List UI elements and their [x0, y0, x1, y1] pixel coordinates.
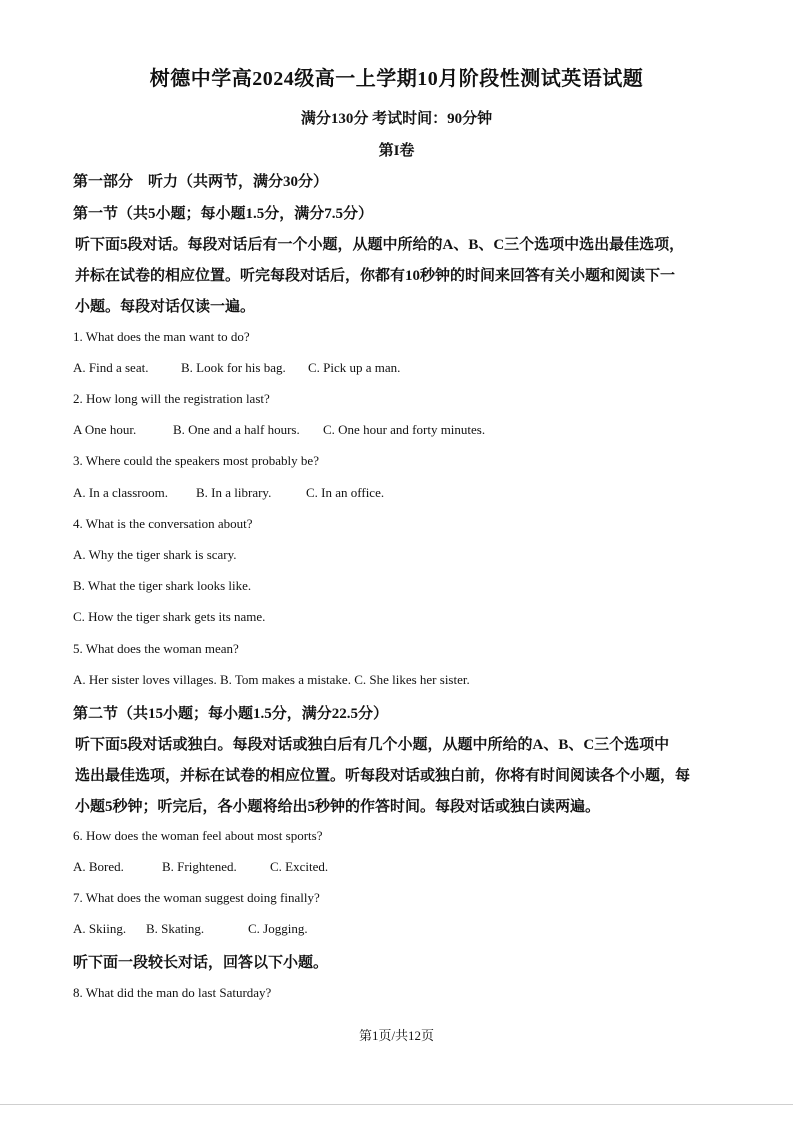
section1-instruction-line: 听下面5段对话。每段对话后有一个小题，从题中所给的A、B、C三个选项中选出最佳选项， [75, 237, 685, 253]
exam-score-time: 满分130分 考试时间：90分钟 [300, 111, 493, 127]
option-c: C. Jogging. [248, 921, 308, 936]
section1-instruction-line: 并标在试卷的相应位置。听完每段对话后，你都有10秒钟的时间来回答有关小题和阅读下一 [75, 268, 676, 284]
question-5: 5. What does the woman mean? [73, 641, 239, 656]
option-b: B. What the tiger shark looks like. [73, 578, 252, 593]
option-b: B. In a library. [196, 485, 272, 500]
option-a: A. Find a seat. [73, 360, 149, 375]
option-c: C. One hour and forty minutes. [323, 422, 486, 437]
option-b: B. Skating. [146, 921, 205, 936]
question-1-options [73, 360, 400, 376]
option-a: A. Skiing. [73, 921, 127, 936]
longer-dialogue-instruction: 听下面一段较长对话，回答以下小题。 [73, 955, 329, 971]
option-a: A One hour. [73, 422, 137, 437]
option-a: A. In a classroom. [73, 485, 168, 500]
section1-heading: 第一节（共5小题；每小题1.5分，满分7.5分） [73, 206, 374, 222]
question-8: 8. What did the man do last Saturday? [73, 985, 272, 1000]
option-b: B. Frightened. [162, 859, 237, 874]
page-number: 第1页/共12页 [358, 1028, 435, 1043]
option-c: C. Pick up a man. [308, 360, 401, 375]
option-b: B. One and a half hours. [173, 422, 300, 437]
question-3-options [73, 485, 384, 501]
option-a: A. Why the tiger shark is scary. [73, 547, 237, 562]
option-a: A. Bored. [73, 859, 124, 874]
question-7: 7. What does the woman suggest doing finally? [73, 890, 320, 905]
section1-instruction-line: 小题。每段对话仅读一遍。 [75, 299, 256, 315]
section2-heading: 第二节（共15小题；每小题1.5分，满分22.5分） [73, 706, 389, 722]
volume-label: 第I卷 [378, 143, 415, 159]
question-5-options: A. Her sister loves villages. B. Tom makes a mistake. C. She likes her sister. [73, 672, 470, 687]
section2-instruction-line: 选出最佳选项，并标在试卷的相应位置。听每段对话或独白前，你将有时间阅读各个小题，每 [75, 768, 691, 784]
exam-title: 树德中学高2024级高一上学期10月阶段性测试英语试题 [149, 68, 644, 90]
section2-instruction-line: 听下面5段对话或独白。每段对话或独白后有几个小题，从题中所给的A、B、C三个选项中 [75, 737, 670, 753]
question-1: 1. What does the man want to do? [73, 329, 250, 344]
page-bottom-divider [0, 1104, 793, 1105]
section2-instruction-line: 小题5秒钟；听完后，各小题将给出5秒钟的作答时间。每段对话或独白读两遍。 [75, 799, 601, 815]
option-c: C. How the tiger shark gets its name. [73, 609, 266, 624]
question-2: 2. How long will the registration last? [73, 391, 270, 406]
part1-heading: 第一部分 听力（共两节，满分30分） [73, 174, 329, 190]
option-c: C. In an office. [306, 485, 385, 500]
question-7-options [73, 921, 308, 937]
question-4: 4. What is the conversation about? [73, 516, 253, 531]
option-b: B. Look for his bag. [181, 360, 286, 375]
question-6-options [73, 859, 328, 875]
question-6: 6. How does the woman feel about most sports? [73, 828, 323, 843]
question-3: 3. Where could the speakers most probably be? [73, 453, 319, 468]
option-c: C. Excited. [270, 859, 329, 874]
question-2-options [73, 422, 485, 438]
